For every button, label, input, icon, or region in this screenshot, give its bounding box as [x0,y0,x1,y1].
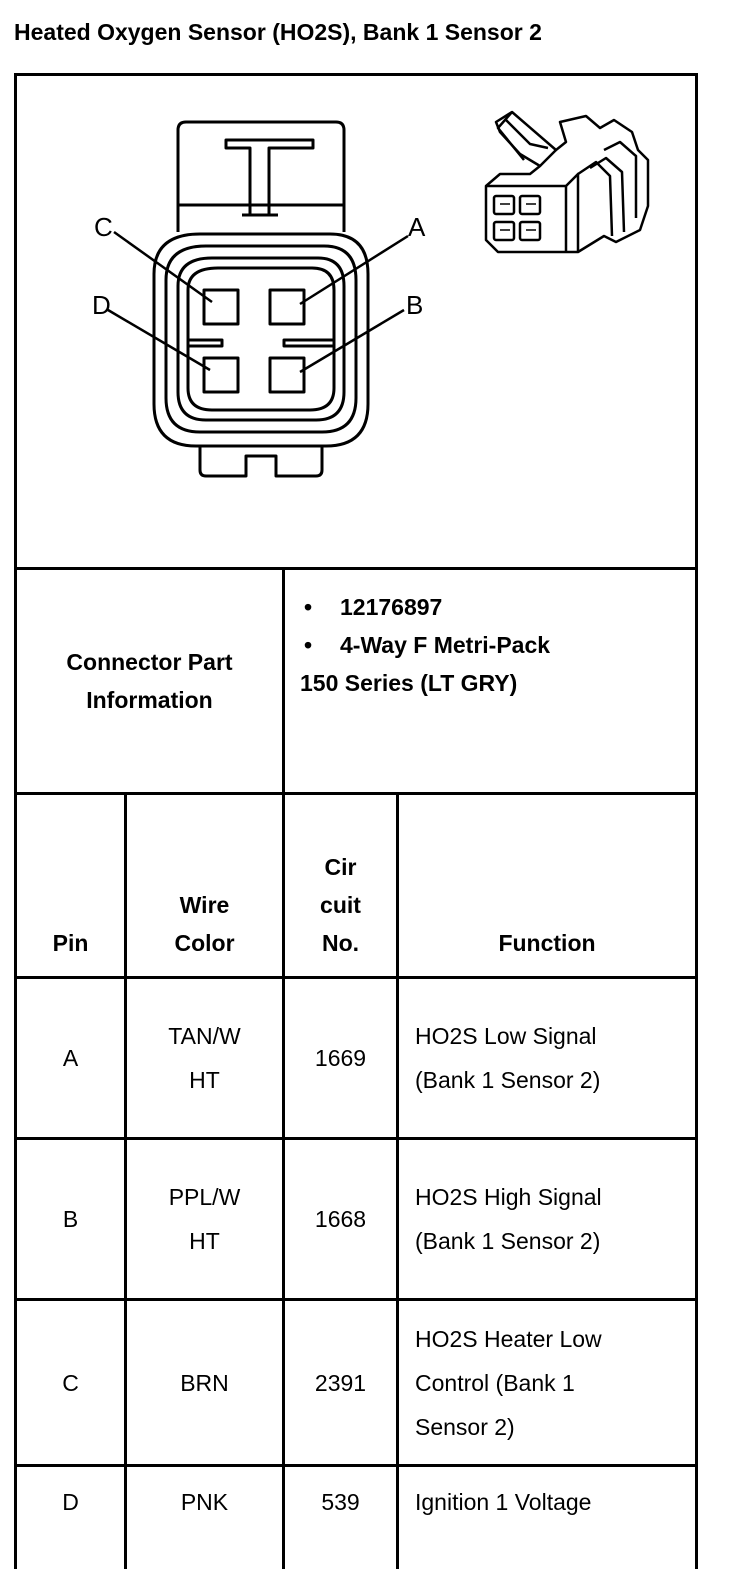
table-row-c-circuit [285,1301,396,1464]
pin-label-b: B [406,290,424,320]
header-pin [17,795,124,976]
table-row-a-function [399,979,695,1137]
pin-cell: A [62,1045,79,1071]
header-circuit-line3: No. [321,930,360,956]
function-cell-cont: (Bank 1 Sensor 2) [415,1228,601,1254]
table-row-b-function [399,1140,695,1298]
function-cell: Ignition 1 Voltage [415,1489,592,1515]
part-description: 4-Way F Metri-Pack [340,632,551,658]
wire-color-cell-cont: HT [189,1228,220,1254]
header-function [399,795,695,976]
table-row-c-wire [127,1301,282,1464]
header-wire-color-line2: Color [174,930,235,956]
connector-face-diagram [0,0,752,570]
function-cell: HO2S Heater Low [415,1325,602,1352]
wire-color-cell: TAN/W [168,1023,241,1049]
table-row-d-pin [17,1467,124,1537]
table-row-a-wire [127,979,282,1137]
page-title: Heated Oxygen Sensor (HO2S), Bank 1 Sensor 2 [14,19,542,45]
header-wire-color-line1: Wire [179,892,230,918]
part-number-item [300,588,550,626]
part-description-item [300,626,550,664]
pin-label-c: C [94,212,113,242]
bullet-icon: • [304,594,313,620]
circuit-cell: 1668 [314,1206,367,1232]
pin-cavity-a [270,290,304,324]
pin-cavity-b [270,358,304,392]
header-wire-color [127,795,282,976]
header-pin-text: Pin [52,930,89,956]
connector-part-details [300,588,550,702]
table-row-b-pin [17,1140,124,1298]
header-circuit-line1: Cir [324,854,357,880]
table-row-d-function [399,1467,695,1537]
table-row-c-pin [17,1301,124,1464]
part-number: 12176897 [340,594,443,620]
circuit-cell: 1669 [314,1045,367,1071]
bullet-icon: • [304,632,313,658]
wire-color-cell: PNK [180,1489,229,1515]
circuit-cell: 539 [321,1489,360,1515]
table-row-b-circuit [285,1140,396,1298]
pin-label-a: A [408,212,426,242]
circuit-cell: 2391 [314,1369,367,1396]
pin-cell: C [62,1369,79,1396]
pin-cell: D [62,1489,79,1515]
header-circuit-line2: cuit [320,892,361,918]
function-cell-cont: Control (Bank 1 [415,1369,575,1396]
wire-color-cell: BRN [180,1369,229,1396]
function-cell-cont: (Bank 1 Sensor 2) [415,1067,601,1093]
function-cell: HO2S Low Signal [415,1023,597,1049]
connector-part-label-line2: Information [86,687,213,713]
table-row-d-circuit [285,1467,396,1537]
connector-part-label-line1: Connector Part [66,649,233,675]
function-cell: HO2S High Signal [415,1184,602,1210]
connector-part-label [17,570,282,792]
table-row-b-wire [127,1140,282,1298]
pin-label-d: D [92,290,111,320]
header-function-text: Function [498,930,596,956]
connector-feet [200,446,322,476]
pin-cavity-c [204,290,238,324]
part-series: 150 Series (LT GRY) [300,670,518,696]
table-row-d-wire [127,1467,282,1537]
connector-3d-view [486,112,648,252]
table-row-c-function [399,1301,695,1464]
table-row-a-pin [17,979,124,1137]
function-cell-cont: Sensor 2) [415,1413,515,1440]
pin-cell: B [62,1206,79,1232]
header-circuit-no [285,795,396,976]
wire-color-cell-cont: HT [189,1067,220,1093]
table-row-a-circuit [285,979,396,1137]
pin-cavity-d [204,358,238,392]
wire-color-cell: PPL/W [168,1184,241,1210]
